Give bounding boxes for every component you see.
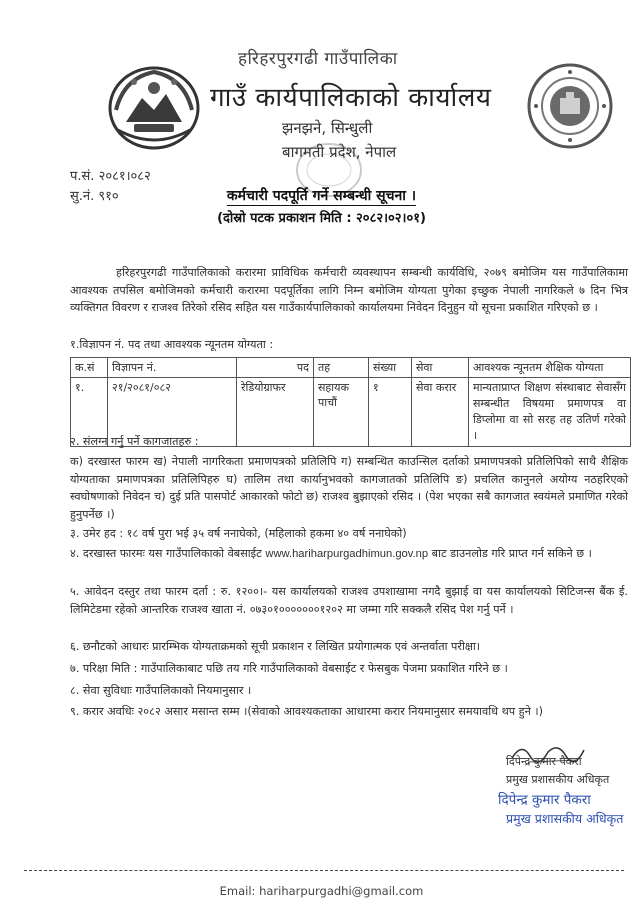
notice-title-text: कर्मचारी पदपूर्ति गर्ने सम्बन्धी सूचना । bbox=[226, 188, 417, 204]
section1-heading: १.विज्ञापन नं. पद तथा आवश्यक न्यूनतम योग्यता : bbox=[70, 338, 274, 351]
section6-selection: ६. छनौटको आधारः प्रारम्भिक योग्यताक्रमको सूची प्रकाशन र लिखित प्रयोगात्मक एवं अन्तर्वाता परीक्षा। bbox=[70, 640, 481, 653]
website-link[interactable]: www.hariharpurgadhimun.gov.np bbox=[265, 548, 429, 560]
section4-prefix: ४. दरखास्त फारमः यस गाउँपालिकाको वेबसाईट bbox=[70, 547, 262, 560]
municipality-name: हरिहरपुरगढी गाउँपालिका bbox=[238, 49, 398, 69]
col-header-adv-no: विज्ञापन नं. bbox=[108, 358, 237, 378]
section2-body: क) दरखास्त फारम ख) नेपाली नागरिकता प्रमाणपत्रको प्रतिलिपि ग) सम्बन्धित काउन्सिल दर्ताको प्रमाणपत्रको प्रतिलिपिको साथै शैक्षिक योग्यताका प्रमाणपत्रका प्रतिलिपिहरु घ) तालिम तथा कार्यानुभवको कागजातको प्रतिलिपि ङ) प्रचलित कानुनले अयोग्य नठहरिएको स्वघोषणाको निवेदन च) दुई प्रति पासपोर्ट आकारको फोटो छ) राजश्व बुझाएको रसिद । (पेश भएका सबै कागजात स्वयंमले प्रमाणित गरेको हुनुपर्नेछ ।) bbox=[70, 455, 628, 521]
cell-post: रेडियोग्राफर bbox=[237, 378, 314, 447]
municipality-seal-logo bbox=[526, 62, 614, 150]
section9-contract-period: ९. करार अवधिः २०८२ असार मसान्त सम्म ।(सेवाको आवश्यकताका आधारमा करार नियमानुसार समयावधि थप हुने ।) bbox=[70, 705, 543, 718]
col-header-qualification: आवश्यक न्यूनतम शैक्षिक योग्यता bbox=[469, 358, 631, 378]
cell-adv-no: २१/२०८१/०८२ bbox=[108, 378, 237, 447]
section5-fee: ५. आवेदन दस्तुर तथा फारम दर्ता : रु. १२००।- यस कार्यालयको राजश्व उपशाखामा नगदै बुझाई वा यस कार्यालयको सिटिजन्स बैंक ई. लिमिटेडमा रहेको आन्तरिक राजश्व खाता नं. ०७३०१०००००००१२०२ मा जम्मा गरि सक्कलै रसिद पेश गर्नु पर्ने । bbox=[70, 585, 628, 616]
nepal-emblem-logo bbox=[104, 58, 204, 154]
section7-exam-date: ७. परिक्षा मिति : गाउँपालिकाबाट पछि तय गरि गाउँपालिकाको वेबसाईट र फेसबुक पेजमा प्रकाशित गरिने छ । bbox=[70, 662, 508, 675]
table-header-row bbox=[71, 358, 631, 378]
section4-suffix: बाट डाउनलोड गरि प्राप्त गर्न सकिने छ । bbox=[431, 547, 592, 560]
cell-qualification: मान्यताप्राप्त शिक्षण संस्थाबाट सेवासँग सम्बन्धीत विषयमा प्रमाणपत्र वा डिप्लोमा वा सो सरह तह उतिर्ण गरेको । bbox=[469, 378, 631, 447]
col-header-service: सेवा bbox=[412, 358, 469, 378]
notice-subtitle: (दोस्रो पटक प्रकाशन मिति : २०८२।०२।०१) bbox=[217, 211, 426, 226]
stamp-name: दिपेन्द्र कुमार पैकरा bbox=[498, 792, 591, 808]
col-header-post: पद bbox=[237, 358, 314, 378]
notice-title bbox=[0, 186, 643, 205]
section3-age-limit: ३. उमेर हद : १८ वर्ष पुरा भई ३५ वर्ष ननाघेको, (महिलाको हकमा ४० वर्ष ननाघेको) bbox=[70, 527, 407, 540]
office-location: झनझने, सिन्धुली bbox=[282, 119, 373, 137]
office-name: गाउँ कार्यपालिकाको कार्यालय bbox=[210, 83, 492, 113]
cell-count: १ bbox=[369, 378, 412, 447]
office-province: बागमती प्रदेश, नेपाल bbox=[282, 143, 397, 161]
letter-number: सु.नं. ९१० bbox=[70, 189, 119, 204]
cell-level: सहायक पाचौं bbox=[314, 378, 369, 447]
signatory-title: प्रमुख प्रशासकीय अधिकृत bbox=[506, 773, 610, 786]
section8-facilities: ८. सेवा सुविधाः गाउँपालिकाको नियमानुसार । bbox=[70, 684, 252, 697]
section2-heading: २. संलग्न गर्नु पर्ने कागजातहरु : bbox=[70, 435, 199, 448]
col-header-level: तह bbox=[314, 358, 369, 378]
signatory-name: दिपेन्द्र कुमार पैकरा bbox=[506, 755, 582, 768]
col-header-sn: क.सं bbox=[71, 358, 108, 378]
cell-service: सेवा करार bbox=[412, 378, 469, 447]
footer-divider bbox=[24, 870, 624, 871]
stamp-title: प्रमुख प्रशासकीय अधिकृत bbox=[506, 811, 624, 826]
section4-application-form bbox=[70, 545, 628, 564]
cell-sn: १. bbox=[71, 378, 108, 447]
fiscal-year: प.सं. २०८१।०८२ bbox=[70, 169, 151, 184]
intro-paragraph: हरिहरपुरगढी गाउँपालिकाको करारमा प्राविधिक कर्मचारी व्यवस्थापन सम्बन्धी कार्यविधि, २०७९ बमोजिम यस गाउँपालिकामा आवश्यक तपसिल बमोजिमको कर्मचारी करारमा पदपूर्तिका लागि निम्न बमोजिम योग्यता पुगेका इच्छुक नेपाली नागरिकले ७ दिन भित्र व्यक्तिगत विवरण र राजश्व तिरेको रसिद सहित यस गाउँकार्यपालिकाको कार्यालयमा निवेदन दिनुहुन यो सूचना प्रकाशित गरिएको छ । bbox=[70, 266, 628, 314]
footer-email: Email: hariharpurgadhi@gmail.com bbox=[219, 884, 424, 898]
col-header-count: संख्या bbox=[369, 358, 412, 378]
